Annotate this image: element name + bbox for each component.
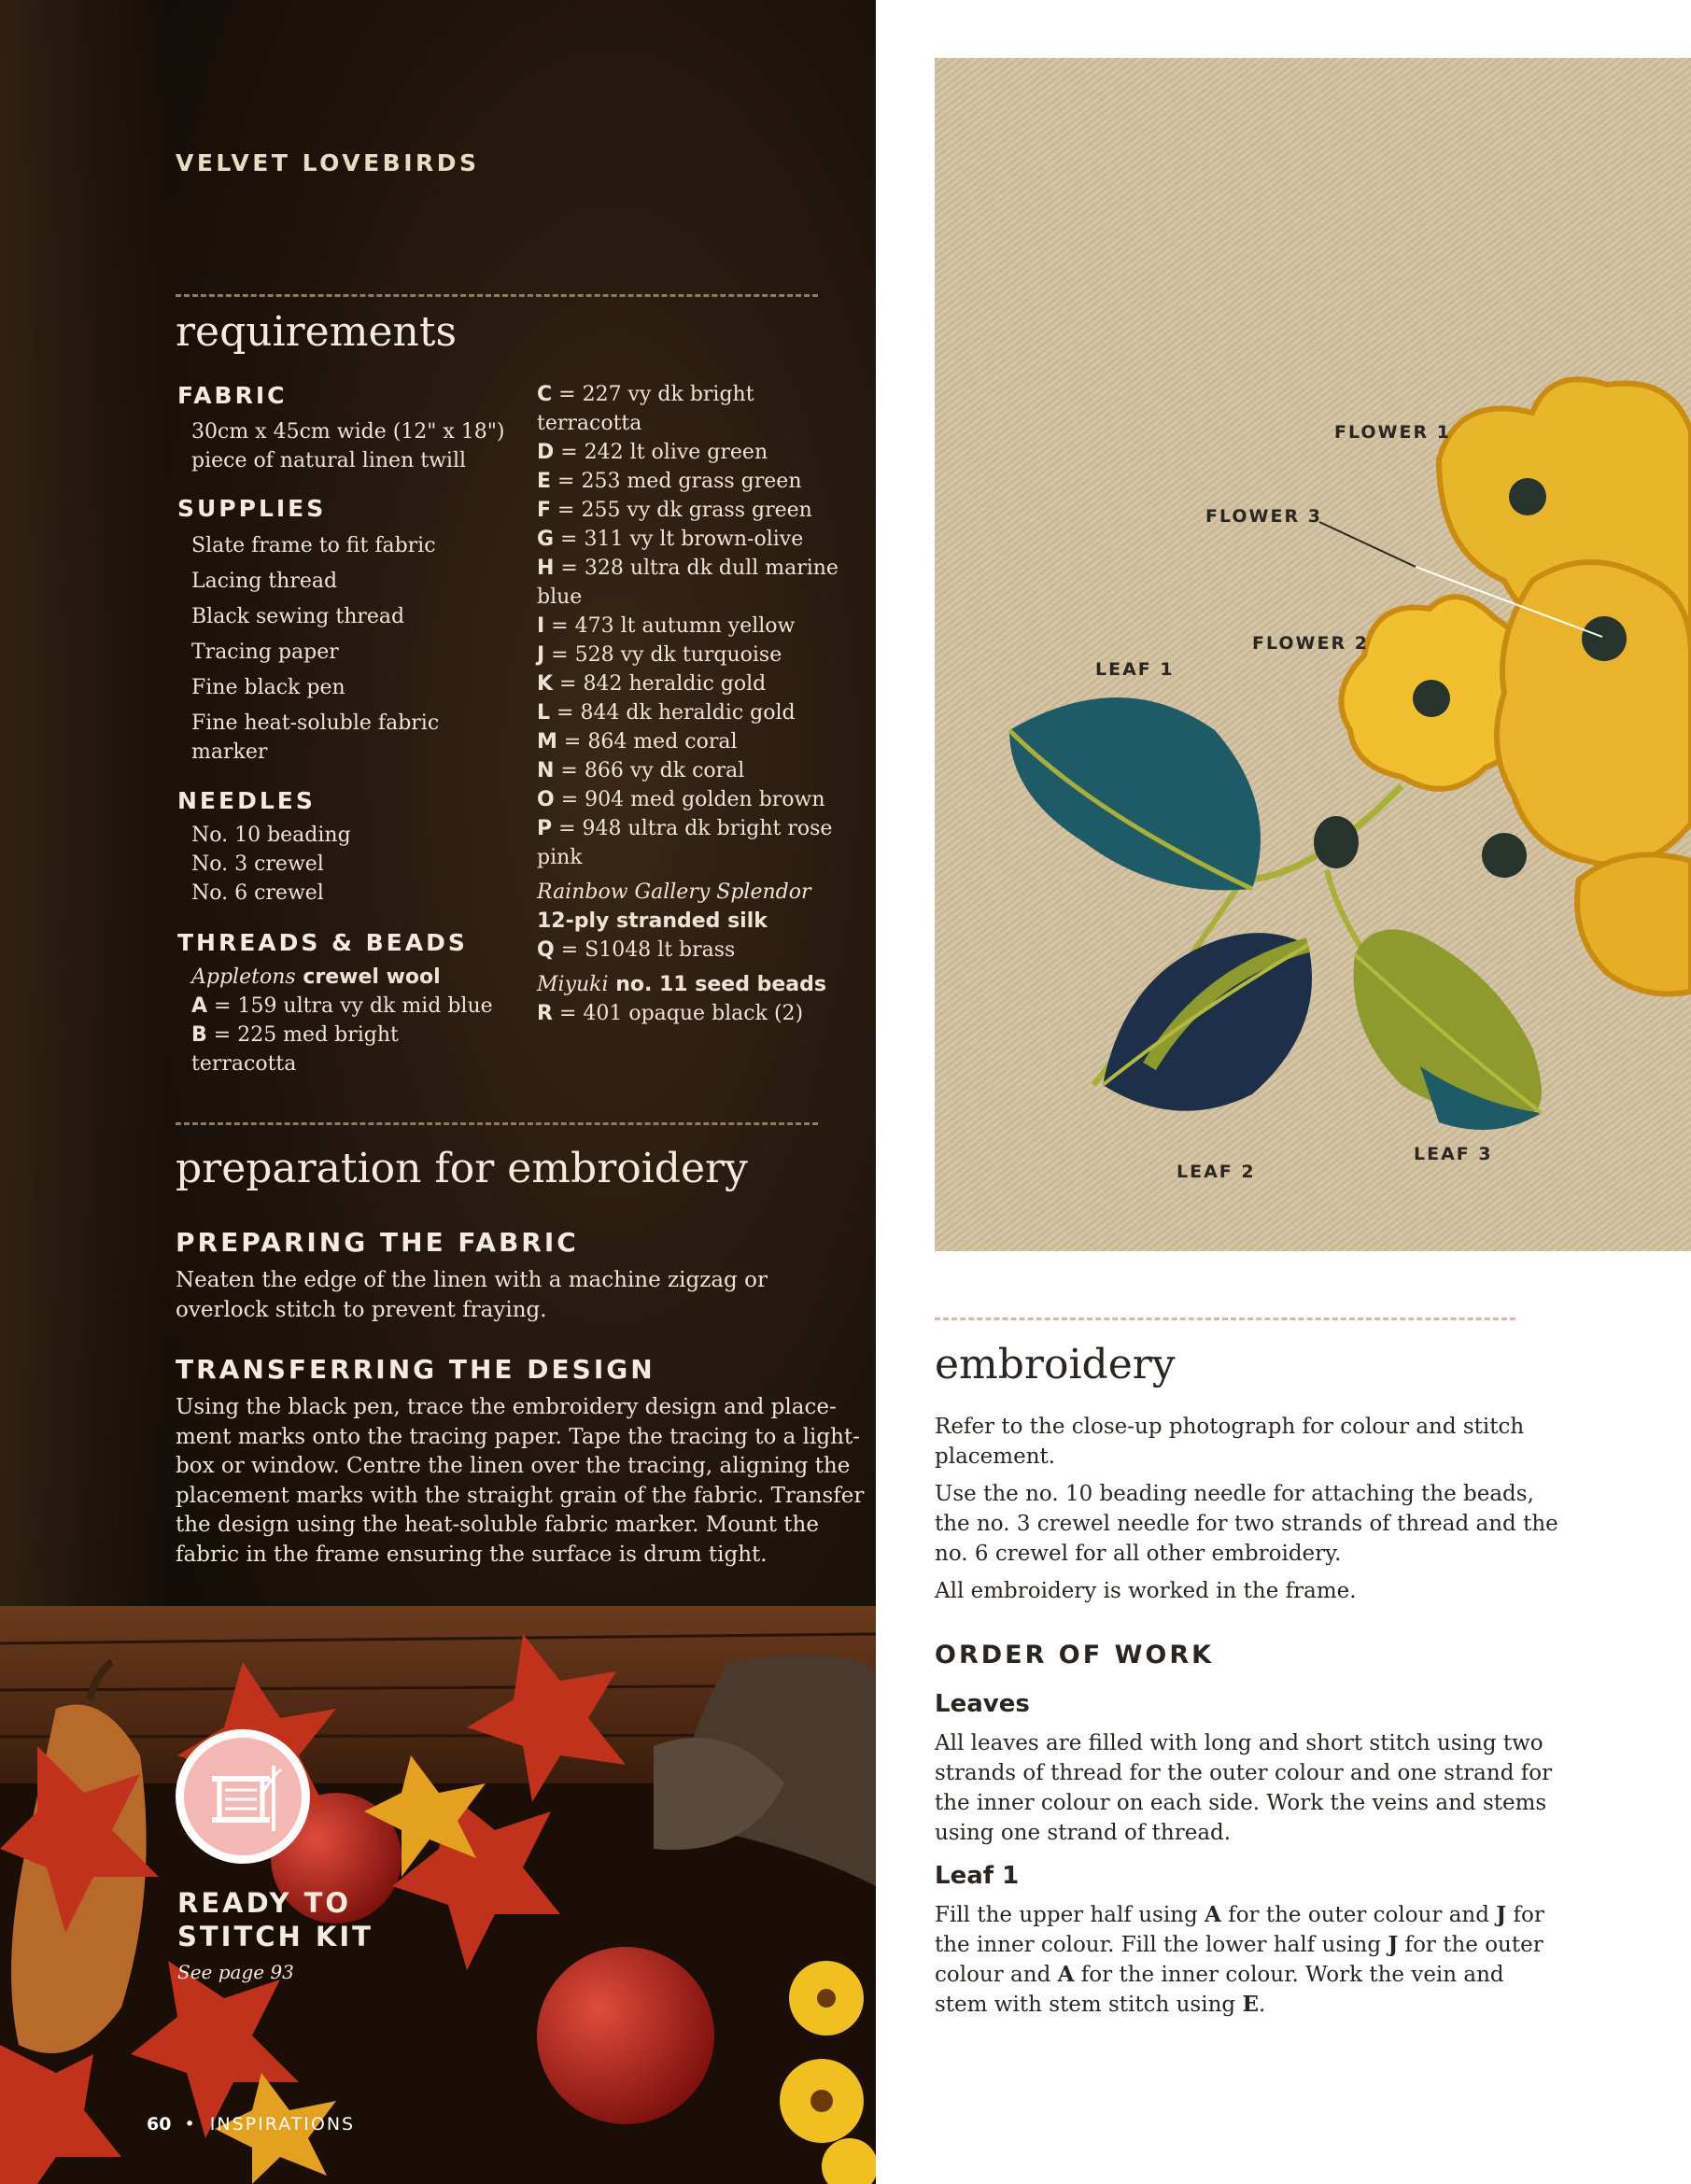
thread-entry: E = 253 med grass green [537, 470, 802, 493]
thread-entry: Q = S1048 lt brass [537, 938, 736, 962]
supply-item: Fine heat-soluble fabric [191, 712, 440, 735]
miyuki-line: Miyuki no. 11 seed beads [537, 973, 826, 996]
leaf-1-text: Fill the upper half using A for the outer colour and J for the inner colour. Fill the lower half using J for the outer colour and A for the inner colour. Work the vein and stem with stem stitch using E. [935, 1902, 1544, 2017]
supply-item: Tracing paper [191, 641, 339, 664]
leaf-1-heading: Leaf 1 [935, 1862, 1020, 1890]
thread-entry: A = 159 ultra vy dk mid blue [191, 994, 493, 1018]
requirements-title: requirements [176, 308, 458, 356]
needle-item: No. 10 beading [191, 824, 351, 847]
thread-entry: B = 225 med bright [191, 1023, 399, 1047]
leaf-1-label: LEAF 1 [1095, 659, 1175, 680]
kit-badge[interactable] [176, 1729, 310, 1864]
magazine-name: INSPIRATIONS [209, 2114, 356, 2135]
thread-entry: J = 528 vy dk turquoise [537, 643, 782, 667]
divider [176, 1122, 818, 1125]
flower-2-label: FLOWER 2 [1252, 633, 1369, 654]
thread-entry: F = 255 vy dk grass green [537, 499, 812, 522]
supply-item: Lacing thread [191, 570, 338, 593]
flower-3-label: FLOWER 3 [1205, 506, 1322, 527]
transfer-heading: TRANSFERRING THE DESIGN [176, 1354, 655, 1385]
thread-entry: pink [537, 846, 583, 869]
fabric-prep-text: Neaten the edge of the linen with a machine zigzag or overlock stitch to prevent fraying. [176, 1268, 768, 1322]
brand-name: Appletons [191, 965, 296, 989]
leaf-2-label: LEAF 2 [1177, 1162, 1256, 1182]
splendor-line [537, 878, 838, 907]
footer-separator: • [184, 2114, 197, 2135]
embroidery-intro: Refer to the close-up photograph for colour and stitch placement. Use the no. 10 beading needle for attaching the beads, the no. 3 crewel needle for two strands of thread and the no. 6 crewel for all other embroidery. All embroidery is worked in the frame. [935, 1415, 1558, 1603]
thread-entry: K = 842 heraldic gold [537, 672, 767, 696]
thread-entry: O = 904 med golden brown [537, 788, 825, 811]
thread-entry: terracotta [191, 1052, 297, 1076]
kit-label[interactable]: READY TO STITCH KIT [177, 1887, 373, 1952]
fabric-line: piece of natural linen twill [191, 449, 467, 472]
leaf-3-label: LEAF 3 [1414, 1144, 1493, 1164]
supply-item: Fine black pen [191, 676, 345, 699]
autumn-leaves-image [0, 1606, 876, 2184]
thread-entry: H = 328 ultra dk dull marine [537, 557, 838, 580]
threads-col2 [537, 380, 838, 1028]
supply-item: Slate frame to fit fabric [191, 534, 436, 557]
needles-list [191, 821, 351, 908]
thread-entry: blue [537, 585, 583, 609]
embroidery-illustration [935, 58, 1691, 1251]
splendor-desc: 12-ply stranded silk [537, 909, 768, 933]
needle-item: No. 3 crewel [191, 852, 324, 876]
thread-entry: C = 227 vy dk bright [537, 383, 754, 406]
series-kicker: VELVET LOVEBIRDS [176, 149, 480, 176]
thread-spool-icon [184, 1738, 302, 1855]
needle-item: No. 6 crewel [191, 881, 324, 905]
appletons-line [191, 963, 493, 992]
threads-col1 [191, 963, 493, 1078]
embroidery-title: embroidery [935, 1341, 1176, 1388]
thread-entry: R = 401 opaque black (2) [537, 1002, 804, 1025]
thread-entry: terracotta [537, 412, 642, 435]
leaves-text: All leaves are filled with long and short stitch using two strands of thread for the outer colour and one strand for the inner colour on each side. Work the veins and stems using one strand of thread. [935, 1731, 1553, 1845]
page-footer [147, 2114, 355, 2135]
divider [176, 294, 818, 297]
prep-title: preparation for embroidery [176, 1145, 748, 1192]
page-number: 60 [147, 2114, 172, 2135]
fabric-prep-heading: PREPARING THE FABRIC [176, 1227, 579, 1258]
thread-entry: M = 864 med coral [537, 730, 738, 754]
brand-name: Miyuki [537, 973, 609, 996]
supply-item: Black sewing thread [191, 605, 405, 628]
brand-name: Rainbow Gallery Splendor [537, 881, 811, 904]
supplies-list [191, 528, 439, 770]
order-of-work-heading: ORDER OF WORK [935, 1641, 1215, 1670]
needles-heading: NEEDLES [177, 787, 316, 814]
thread-entry: N = 866 vy dk coral [537, 759, 745, 782]
thread-entry: G = 311 vy lt brown-olive [537, 528, 804, 551]
thread-entry: L = 844 dk heraldic gold [537, 701, 796, 725]
fabric-line: 30cm x 45cm wide (12" x 18") [191, 420, 505, 444]
thread-entry: P = 948 ultra dk bright rose [537, 817, 833, 840]
flower-1-label: FLOWER 1 [1334, 422, 1451, 443]
embroidery-photo [935, 58, 1691, 1251]
threads-heading: THREADS & BEADS [177, 929, 468, 956]
leaves-heading: Leaves [935, 1690, 1030, 1718]
divider [935, 1317, 1515, 1320]
supply-item: marker [191, 740, 268, 764]
kit-page-ref: See page 93 [177, 1961, 294, 1983]
thread-entry: D = 242 lt olive green [537, 441, 768, 464]
fabric-heading: FABRIC [177, 382, 288, 409]
thread-entry: I = 473 lt autumn yellow [537, 614, 796, 638]
brand-desc: crewel wool [295, 965, 441, 989]
fabric-text [191, 417, 505, 475]
supplies-heading: SUPPLIES [177, 495, 327, 522]
transfer-text: Using the black pen, trace the embroidery design and place- ment marks onto the tracing paper. Tape the tracing to a light- box or window. Centre the linen over the tracing, aligning the placement marks with the straight grain of the fabric. Transfer the design using the heat-soluble fabric marker. Mount the fabric in the frame ensuring the surface is drum tight. [176, 1395, 865, 1567]
